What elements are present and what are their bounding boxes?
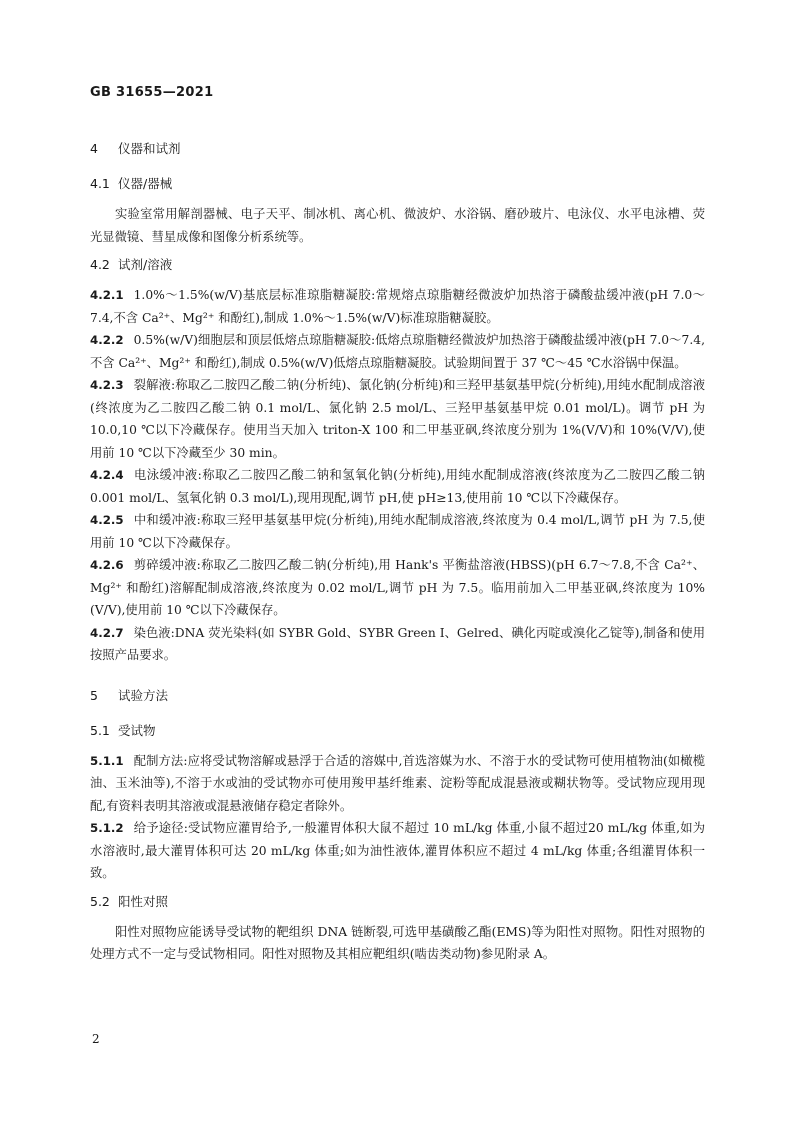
item-5-1-2: 5.1.2 给予途径:受试物应灌胃给予,一般灌胃体积大鼠不超过 10 mL/kg 体重,小鼠不超过20 mL/kg 体重,如为水溶液时,最大灌胃体积可达 20 mL/kg 体重;如为油性液体,灌胃体积应不超过 4 mL/kg 体重;各组灌胃体积一致。 [90,821,705,880]
section-heading-5: 5 试验方法 [90,687,169,703]
item-4-2-3: 4.2.3 裂解液:称取乙二胺四乙酸二钠(分析纯)、氯化钠(分析纯)和三羟甲基氨基甲烷(分析纯),用纯水配制成溶液(终浓度为乙二胺四乙酸二钠 0.1 mol/L、氯化钠 2.5 mol/L、三羟甲基氨基甲烷 0.01 mol/L)。调节 pH 为 10.0,10 ℃以下冷藏保存。使用当天加入 triton-X 100 和二甲基亚砜,终浓度分别为 1%(V/V)和 10%(V/V),使用前 10 ℃以下冷藏至少 30 min。 [90,378,705,460]
item-4-2-2: 4.2.2 0.5%(w/V)细胞层和顶层低熔点琼脂糖凝胶:低熔点琼脂糖经微波炉加热溶于磷酸盐缓冲液(pH 7.0～7.4,不含 Ca²⁺、Mg²⁺ 和酚红),制成 0.5%(w/V)低熔点琼脂糖凝胶。试验期间置于 37 ℃～45 ℃水浴锅中保温。 [90,333,705,370]
paragraph-4-1: 实验室常用解剖器械、电子天平、制冰机、离心机、微波炉、水浴锅、磨砂玻片、电泳仪、水平电泳槽、荧光显微镜、彗星成像和图像分析系统等。 [90,207,705,244]
item-4-2-6: 4.2.6 剪碎缓冲液:称取乙二胺四乙酸二钠(分析纯),用 Hank's 平衡盐溶液(HBSS)(pH 6.7～7.8,不含 Ca²⁺、Mg²⁺ 和酚红)溶解配制成溶液,终浓度为 0.02 mol/L,调节 pH 为 7.5。临用前加入二甲基亚砜,终浓度为 10%(V/V),使用前 10 ℃以下冷藏保存。 [90,558,705,617]
section-heading-4-1: 4.1 仪器/器械 [90,176,173,191]
section-heading-5-1: 5.1 受试物 [90,722,156,738]
item-5-1-1: 5.1.1 配制方法:应将受试物溶解或悬浮于合适的溶媒中,首选溶媒为水、不溶于水的受试物可使用植物油(如橄榄油、玉米油等),不溶于水或油的受试物亦可使用羧甲基纤维素、淀粉等配成混悬液或糊状物等。受试物应现用现配,有资料表明其溶液或混悬液储存稳定者除外。 [90,753,705,813]
standard-code: GB 31655—2021 [90,85,214,100]
section-heading-5-2: 5.2 阳性对照 [90,893,169,909]
paragraph-5-2: 阳性对照物应能诱导受试物的靶组织 DNA 链断裂,可选甲基磺酸乙酯(EMS)等为阳性对照物。阳性对照物的处理方式不一定与受试物相同。阳性对照物及其相应靶组织(啮齿类动物)参见附录 A。 [90,924,705,961]
item-4-2-1: 4.2.1 1.0%～1.5%(w/V)基底层标准琼脂糖凝胶:常规熔点琼脂糖经微波炉加热溶于磷酸盐缓冲液(pH 7.0～7.4,不含 Ca²⁺、Mg²⁺ 和酚红),制成 1.0%～1.5%(w/V)标准琼脂糖凝胶。 [90,288,705,325]
document-body [90,140,705,966]
item-4-2-7: 4.2.7 染色液:DNA 荧光染料(如 SYBR Gold、SYBR Green I、Gelred、碘化丙啶或溴化乙锭等),制备和使用按照产品要求。 [90,625,705,662]
item-4-2-4: 4.2.4 电泳缓冲液:称取乙二胺四乙酸二钠和氢氧化钠(分析纯),用纯水配制成溶液(终浓度为乙二胺四乙酸二钠 0.001 mol/L、氢氧化钠 0.3 mol/L),现用现配,调节 pH,使 pH≥13,使用前 10 ℃以下冷藏保存。 [90,468,705,505]
page-number: 2 [92,1032,100,1046]
item-4-2-5: 4.2.5 中和缓冲液:称取三羟甲基氨基甲烷(分析纯),用纯水配制成溶液,终浓度为 0.4 mol/L,调节 pH 为 7.5,使用前 10 ℃以下冷藏保存。 [90,513,705,550]
section-heading-4-2: 4.2 试剂/溶液 [90,257,173,272]
section-heading-4: 4 仪器和试剂 [90,141,181,156]
